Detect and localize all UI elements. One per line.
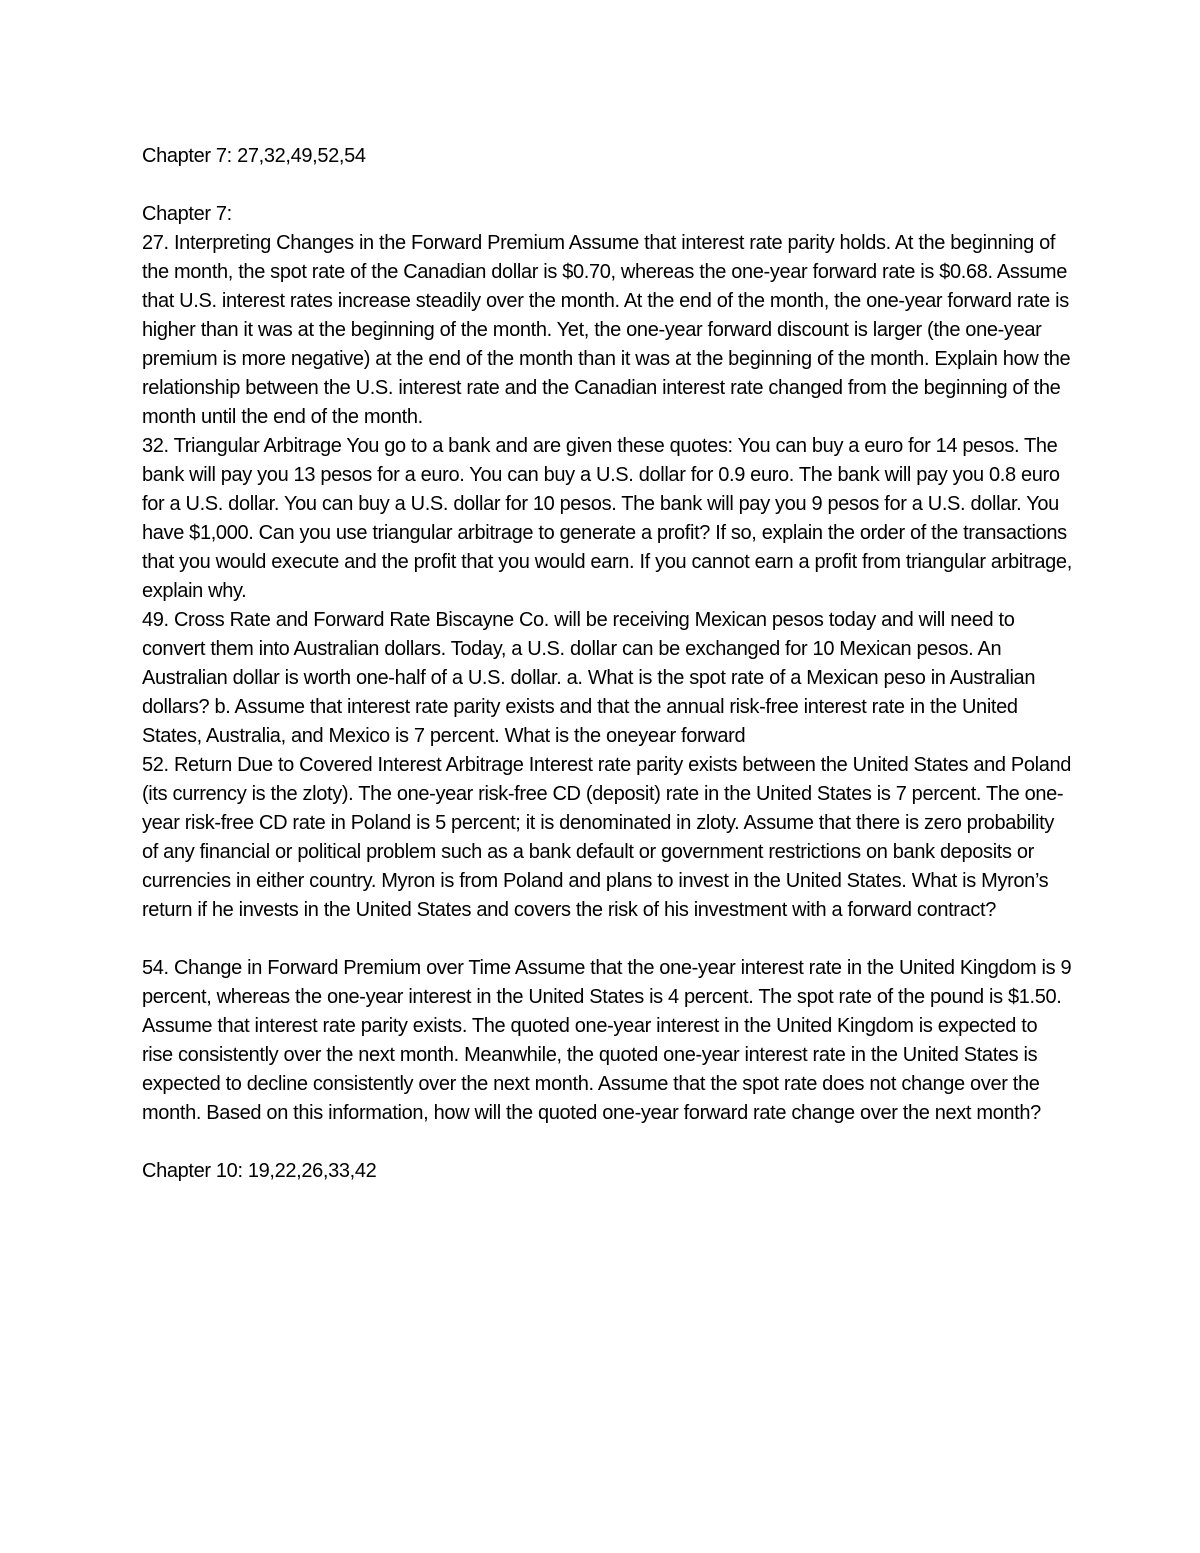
chapter-7-heading: Chapter 7: [142, 203, 232, 225]
question-32: 32. Triangular Arbitrage You go to a bank and are given these quotes: You can buy a euro for 14 pesos. The bank will pay you 13 pesos for a euro. You can buy a U.S. dollar for 0.9 euro. The bank will pay you 0.8 euro for a U.S. dollar. You can buy a U.S. dollar for 10 pesos. The bank will pay you 9 pesos for a U.S. dollar. You have $1,000. Can you use triangular arbitrage to generate a profit? If so, explain the order of the transactions that you would execute and the profit that you would earn. If you cannot earn a profit from triangular arbitrage, explain why. [142, 435, 1072, 602]
spacer [142, 925, 1072, 954]
chapter-10-summary: Chapter 10: 19,22,26,33,42 [142, 1160, 377, 1182]
question-27: 27. Interpreting Changes in the Forward Premium Assume that interest rate parity holds. At the beginning of the month, the spot rate of the Canadian dollar is $0.70, whereas the one-year forward rate is $0.68. Assume that U.S. interest rates increase steadily over the month. At the end of the month, the one-year forward rate is higher than it was at the beginning of the month. Yet, the one-year forward discount is larger (the one-year premium is more negative) at the end of the month than it was at the beginning of the month. Explain how the relationship between the U.S. interest rate and the Canadian interest rate changed from the beginning of the month until the end of the month. [142, 232, 1071, 428]
question-54: 54. Change in Forward Premium over Time Assume that the one-year interest rate in the United Kingdom is 9 percent, whereas the one-year interest in the United States is 4 percent. The spot rate of the pound is $1.50. Assume that interest rate parity exists. The quoted one-year interest in the United Kingdom is expected to rise consistently over the next month. Meanwhile, the quoted one-year interest rate in the United States is expected to decline consistently over the next month. Assume that the spot rate does not change over the month. Based on this information, how will the quoted one-year forward rate change over the next month? [142, 957, 1072, 1124]
spacer [142, 1128, 1072, 1157]
question-49: 49. Cross Rate and Forward Rate Biscayne Co. will be receiving Mexican pesos today and will need to convert them into Australian dollars. Today, a U.S. dollar can be exchanged for 10 Mexican pesos. An Australian dollar is worth one-half of a U.S. dollar. a. What is the spot rate of a Mexican peso in Australian dollars? b. Assume that interest rate parity exists and that the annual risk-free interest rate in the United States, Australia, and Mexico is 7 percent. What is the oneyear forward [142, 609, 1036, 747]
spacer [142, 171, 1072, 200]
question-52: 52. Return Due to Covered Interest Arbitrage Interest rate parity exists between the United States and Poland (its currency is the zloty). The one-year risk-free CD (deposit) rate in the United States is 7 percent. The one-year risk-free CD rate in Poland is 5 percent; it is denominated in zloty. Assume that there is zero probability of any financial or political problem such as a bank default or government restrictions on bank deposits or currencies in either country. Myron is from Poland and plans to invest in the United States. What is Myron’s return if he invests in the United States and covers the risk of his investment with a forward contract? [142, 754, 1072, 921]
document-body [142, 142, 1072, 1186]
chapter-7-summary: Chapter 7: 27,32,49,52,54 [142, 145, 366, 167]
